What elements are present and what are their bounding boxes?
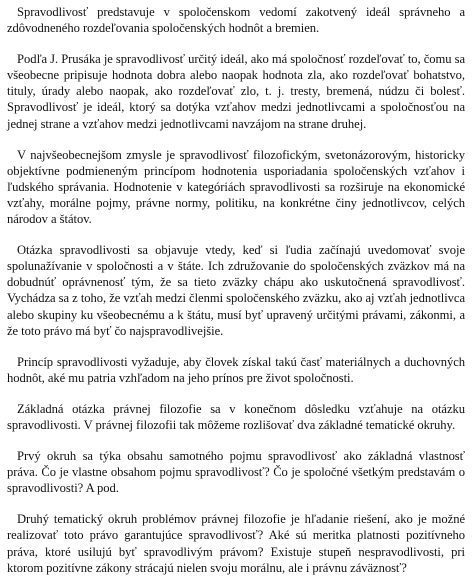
document-body xyxy=(7,4,465,576)
paragraph-1: Spravodlivosť predstavuje v spoločenskom vedomí zakotvený ideál správneho a zdôvodneného rozdeľovania spoločenských hodnôt a bremien. xyxy=(7,5,465,36)
paragraph-3: V najvšeobecnejšom zmysle je spravodlivosť filozofickým, svetonázorovým, historicky objektívne podmieneným princípom hodnotenia usporiadania spoločenských vzťahov i ľudského správania. Hodnotenie v kategóriách spravodlivosti sa rozširuje na ekonomické vzťahy, morálne pojmy, právne normy, politiku, na konkrétne činy jednotlivcov, celých národov a štátov. xyxy=(7,147,465,227)
paragraph-5: Princíp spravodlivosti vyžaduje, aby človek získal takú časť materiálnych a duchovných hodnôt, aké mu patria vzhľadom na jeho prínos pre život spoločnosti. xyxy=(7,354,465,385)
paragraph-7: Prvý okruh sa týka obsahu samotného pojmu spravodlivosť ako základná vlastnosť práva. Čo je vlastne obsahom pojmu spravodlivosť? Čo je spoločné všetkým predstavám o spravodlivosti? A pod. xyxy=(7,449,465,496)
paragraph-8: Druhý tematický okruh problémov právnej filozofie je hľadanie riešení, ako je možné realizovať toto právo garantujúce spravodlivosť? Aké sú meritka platnosti pozitívneho práva, ktoré usilujú byť spravodlivým právom? Existuje stupeň nespravodlivosti, pri ktorom pozitívne zákony strácajú nielen svoju morálnu, ale i právnu záväznosť? xyxy=(7,512,465,575)
paragraph-4: Otázka spravodlivosti sa objavuje vtedy, keď si ľudia začínajú uvedomovať svoje spolunažívanie v spoločnosti a v štáte. Ich združovanie do spoločenských zväzkov má na dobudnúť oprávnenosť tým, že sa tieto zväzky chápu ako uskutočnená spravodlivosť. Vychádza sa z toho, že vzťah medzi členmi spoločenského zväzku, ako aj vzťah jednotlivca alebo skupiny ku všeobecnému a k štátu, musí byť upravený určitými právami, zákonmi, a že toto právo má byť čo najspravodlivejšie. xyxy=(7,243,465,338)
paragraph-6: Základná otázka právnej filozofie sa v konečnom dôsledku vzťahuje na otázku spravodlivosti. V právnej filozofii tak môžeme rozlišovať dva základné tematické okruhy. xyxy=(7,401,465,432)
paragraph-2: Podľa J. Prusáka je spravodlivosť určitý ideál, ako má spoločnosť rozdeľovať to, čomu sa všeobecne pripisuje hodnota dobra alebo naopak hodnota zla, ako rozdeľovať bohatstvo, tituly, úrady alebo naopak, ako rozdeľovať zlo, t. j. tresty, bremená, núdzu či bolesť. Spravodlivosť je ideál, ktorý sa dotýka vzťahov medzi jednotlivcami a spoločnosťou na jednej strane a vzťahov medzi jednotlivcami navzájom na strane druhej. xyxy=(7,52,465,131)
